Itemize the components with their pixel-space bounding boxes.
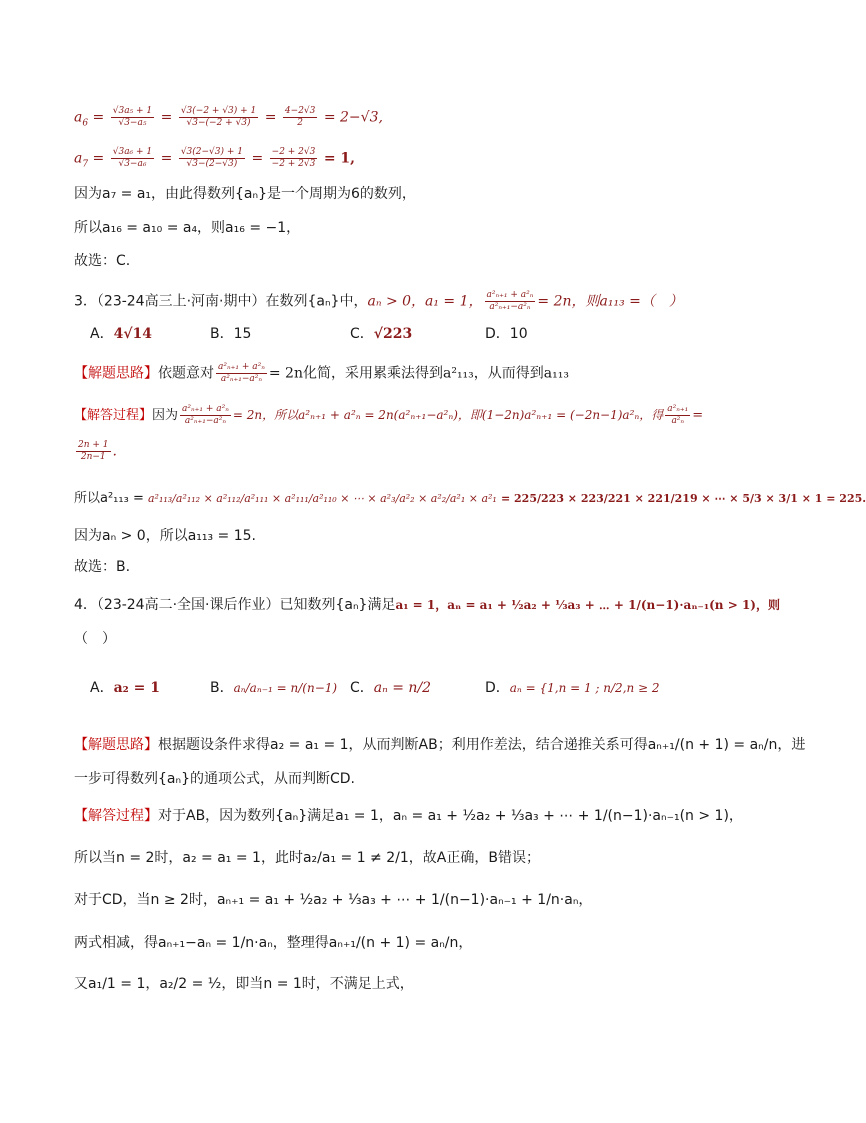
q4-option-d: D．aₙ = {1,n = 1 ; n/2,n ≥ 2	[485, 680, 660, 696]
q4-process-line-5: 又a₁/1 = 1，a₂/2 = ½，即当n = 1时，不满足上式，	[74, 976, 414, 992]
q4-option-c: C．aₙ = n/2	[350, 680, 432, 696]
q3-stem: 3．（23-24高三上·河南·期中）在数列{aₙ}中，aₙ > 0，a₁ = 1， $\frac{\text{a²ₙ₊₁ + a²ₙ}}{\text{a²ₙ₊₁−a²ₙ}}$ = 2n，则a₁₁₃ =（ ）	[74, 290, 683, 312]
q3-option-c: C．√223	[350, 326, 413, 342]
q4-options	[90, 676, 734, 702]
q3-process-continued: $\frac{2n + 1}{2n-1}$ .	[78, 440, 117, 462]
a6-frac-1: $\frac{\text{√3a₅ + 1}}{\text{√3−a₅}}$	[112, 106, 153, 128]
q3-cont-frac: $\frac{2n + 1}{2n-1}$	[78, 440, 109, 462]
q3-positive: 因为aₙ > 0，所以a₁₁₃ = 15.	[74, 528, 257, 544]
a7-frac-2: $\frac{√3(2-√3) + 1}{√3-(2-√3)}$	[180, 147, 244, 169]
a7-frac-3: $\frac{-2 + 2√3}{-2 + 2√3}$	[271, 147, 316, 169]
a6-frac-2: $\frac{√3(-2 + √3) + 1}{√3-(-2 + √3)}$	[180, 106, 257, 128]
a6-frac-3: $\frac{4-2√3}{2}$	[284, 106, 316, 128]
q3-proc-frac: $\frac{\text{a²ₙ₊₁ + a²ₙ}}{\text{a²ₙ₊₁−a²ₙ}}$	[182, 404, 229, 426]
q4-process-line-3: 对于CD，当n ≥ 2时，aₙ₊₁ = a₁ + ½a₂ + ⅓a₃ + ⋯ + 1/(n−1)·aₙ₋₁ + 1/n·aₙ，	[74, 892, 593, 908]
q3-answer: 故选：B.	[74, 559, 131, 575]
a6-equation: $a_6$ = $\frac{\text{√3a₅ + 1}}{\text{√3−a₅}}$ = $\frac{√3(-2 + √3) + 1}{√3-(-2 + √3)}$ = $\frac{4-2√3}{2}$ = 2−√3,	[74, 106, 383, 129]
q3-product: 所以a²₁₁₃ = a²₁₁₃/a²₁₁₂ × a²₁₁₂/a²₁₁₁ × a²₁₁₁/a²₁₁₀ × ⋯ × a²₃/a²₂ × a²₂/a²₁ × a²₁ = 225/223 × 223/221 × 221/219 × ⋯ × 5/3 × 3/1 × 1 = 225.	[74, 491, 866, 506]
q4-hint-line-2: 一步可得数列{aₙ}的通项公式，从而判断CD.	[74, 771, 355, 787]
conclusion-statement: 所以a₁₆ = a₁₀ = a₄，则a₁₆ = −1，	[74, 220, 301, 236]
q3-hint-frac: $\frac{\text{a²ₙ₊₁ + a²ₙ}}{\text{a²ₙ₊₁−a²ₙ}}$	[218, 362, 265, 384]
q4-stem: 4．（23-24高二·全国·课后作业）已知数列{aₙ}满足a₁ = 1，aₙ = a₁ + ½a₂ + ⅓a₃ + ⋯ + 1/(n−1)·aₙ₋₁(n > 1)，则	[74, 597, 780, 613]
q4-process-line-1: 【解答过程】对于AB，因为数列{aₙ}满足a₁ = 1，aₙ = a₁ + ½a₂ + ⅓a₃ + ⋯ + 1/(n−1)·aₙ₋₁(n > 1)，	[74, 808, 743, 824]
q3-option-d: D．10	[485, 326, 528, 342]
q4-process-line-2: 所以当n = 2时，a₂ = a₁ = 1，此时a₂/a₁ = 1 ≠ 2/1，故A正确，B错误；	[74, 850, 540, 866]
period-statement: 因为a₇ = a₁，由此得数列{aₙ}是一个周期为6的数列，	[74, 186, 416, 202]
answer-intro: 故选：C.	[74, 253, 131, 269]
q4-stem-paren: （ ）	[74, 631, 116, 647]
q4-option-b: B．aₙ/aₙ₋₁ = n/(n−1)	[210, 680, 338, 696]
q3-options	[90, 322, 734, 346]
q3-option-b: B．15	[210, 326, 252, 342]
q3-hint: 【解题思路】依题意对 $\frac{\text{a²ₙ₊₁ + a²ₙ}}{\text{a²ₙ₊₁−a²ₙ}}$ = 2n化简，采用累乘法得到a²₁₁₃，从而得到a₁₁₃	[74, 362, 569, 384]
q3-stem-frac: $\frac{\text{a²ₙ₊₁ + a²ₙ}}{\text{a²ₙ₊₁−a²ₙ}}$	[486, 290, 534, 312]
q4-option-a: A．a₂ = 1	[90, 680, 161, 696]
a7-equation: $a_7$ = $\frac{\text{√3a₆ + 1}}{\text{√3−a₆}}$ = $\frac{√3(2-√3) + 1}{√3-(2-√3)}$ = $\frac{-2 + 2√3}{-2 + 2√3}$ = 1,	[74, 147, 356, 170]
a7-frac-1: $\frac{\text{√3a₆ + 1}}{\text{√3−a₆}}$	[112, 147, 153, 169]
q4-hint-line-1: 【解题思路】根据题设条件求得a₂ = a₁ = 1，从而判断AB；利用作差法，结合递推关系可得aₙ₊₁/(n + 1) = aₙ/n，进	[74, 737, 806, 753]
q3-option-a: A．4√14	[90, 326, 153, 342]
q3-process: 【解答过程】因为 $\frac{\text{a²ₙ₊₁ + a²ₙ}}{\text{a²ₙ₊₁−a²ₙ}}$ = 2n，所以a²ₙ₊₁ + a²ₙ = 2n(a²ₙ₊₁−a²ₙ)，即(1−2n)a²ₙ₊₁ = (−2n−1)a²ₙ，得 $\frac{\text{a²ₙ₊₁}}{\text{a²ₙ}}$ =	[74, 404, 704, 426]
q4-process-line-4: 两式相减，得aₙ₊₁−aₙ = 1/n·aₙ，整理得aₙ₊₁/(n + 1) = aₙ/n，	[74, 935, 473, 951]
q3-proc-frac-2: $\frac{\text{a²ₙ₊₁}}{\text{a²ₙ}}$	[667, 404, 689, 426]
